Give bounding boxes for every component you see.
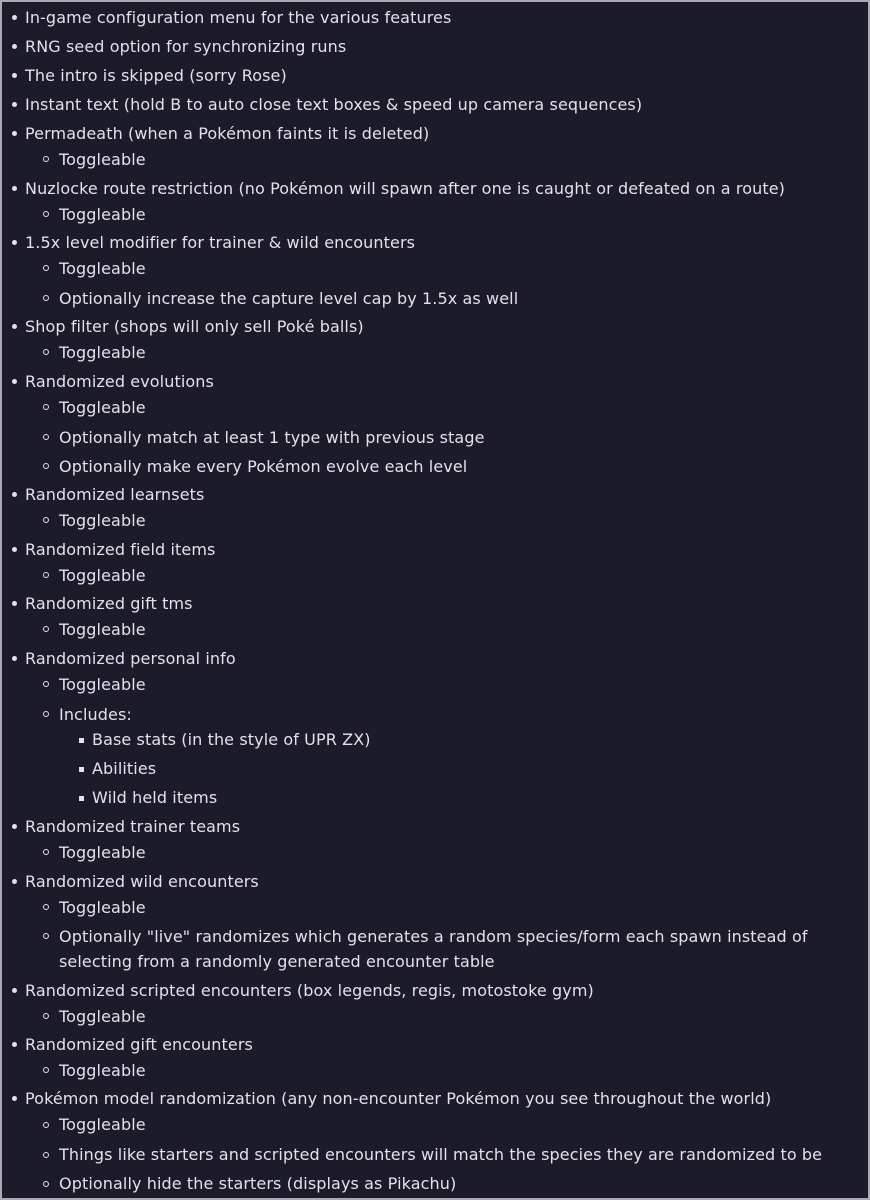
feature-item: In-game configuration menu for the various features [25,8,452,27]
bullet-circle-icon [43,711,49,717]
bullet-circle-icon [43,349,49,355]
bullet-circle-icon [43,265,49,271]
bullet-square-icon [79,767,84,772]
feature-item: Randomized scripted encounters (box legends, regis, motostoke gym) [25,981,594,1000]
bullet-disc-icon [12,1042,17,1047]
feature-subsubitem: Base stats (in the style of UPR ZX) [92,730,371,749]
feature-item: 1.5x level modifier for trainer & wild encounters [25,233,416,252]
bullet-circle-icon [43,626,49,632]
feature-item: Instant text (hold B to auto close text boxes & speed up camera sequences) [25,95,643,114]
feature-subitem: Toggleable [59,205,146,224]
feature-item: Randomized personal info [25,649,236,668]
feature-item: Shop filter (shops will only sell Poké balls) [25,317,364,336]
feature-subitem: Optionally match at least 1 type with previous stage [59,428,485,447]
feature-subitem: Optionally hide the starters (displays as Pikachu) [59,1174,457,1193]
bullet-circle-icon [43,1067,49,1073]
feature-subitem: Toggleable [59,1061,146,1080]
feature-item: Randomized gift encounters [25,1035,253,1054]
feature-item: Randomized trainer teams [25,817,241,836]
bullet-disc-icon [12,324,17,329]
feature-subitem: Toggleable [59,843,146,862]
bullet-disc-icon [12,547,17,552]
bullet-disc-icon [12,240,17,245]
bullet-circle-icon [43,1152,49,1158]
bullet-circle-icon [43,904,49,910]
feature-subitem: Toggleable [59,150,146,169]
bullet-circle-icon [43,1013,49,1019]
feature-item: Randomized evolutions [25,372,214,391]
bullet-disc-icon [12,601,17,606]
bullet-circle-icon [43,404,49,410]
feature-subitem: Includes: [59,705,132,724]
feature-subitem: Toggleable [59,620,146,639]
bullet-circle-icon [43,156,49,162]
feature-item: Randomized gift tms [25,594,193,613]
bullet-disc-icon [12,879,17,884]
feature-subitem: Toggleable [59,259,146,278]
bullet-circle-icon [43,681,49,687]
bullet-disc-icon [12,131,17,136]
feature-subitem: Toggleable [59,1007,146,1026]
feature-subitem: Optionally increase the capture level cap by 1.5x as well [59,289,519,308]
feature-item: Randomized wild encounters [25,872,259,891]
bullet-circle-icon [43,434,49,440]
bullet-disc-icon [12,186,17,191]
feature-subitem: Things like starters and scripted encounters will match the species they are randomized to be [59,1145,823,1164]
bullet-disc-icon [12,379,17,384]
feature-subitem: Toggleable [59,1115,146,1134]
feature-subitem: Toggleable [59,343,146,362]
feature-subitem: Toggleable [59,566,146,585]
bullet-circle-icon [43,517,49,523]
feature-subitem: Optionally make every Pokémon evolve each level [59,457,468,476]
bullet-circle-icon [43,463,49,469]
bullet-circle-icon [43,1122,49,1128]
feature-subitem: Toggleable [59,398,146,417]
feature-item: RNG seed option for synchronizing runs [25,37,347,56]
feature-item: Permadeath (when a Pokémon faints it is deleted) [25,124,430,143]
feature-item: Randomized learnsets [25,485,205,504]
bullet-circle-icon [43,295,49,301]
bullet-disc-icon [12,1096,17,1101]
bullet-circle-icon [43,933,49,939]
feature-item: Randomized field items [25,540,216,559]
bullet-disc-icon [12,73,17,78]
feature-item: Pokémon model randomization (any non-encounter Pokémon you see throughout the world) [25,1089,772,1108]
feature-subitem: Optionally "live" randomizes which generates a random species/form each spawn instead of selecting from a randomly generated encounter table [59,927,808,971]
bullet-disc-icon [12,15,17,20]
feature-subsubitem: Abilities [92,759,157,778]
bullet-square-icon [79,796,84,801]
bullet-disc-icon [12,44,17,49]
feature-subitem: Toggleable [59,511,146,530]
bullet-circle-icon [43,211,49,217]
feature-item: The intro is skipped (sorry Rose) [25,66,287,85]
bullet-disc-icon [12,824,17,829]
feature-subitem: Toggleable [59,898,146,917]
bullet-circle-icon [43,572,49,578]
feature-subsubitem: Wild held items [92,788,218,807]
bullet-disc-icon [12,492,17,497]
bullet-circle-icon [43,1181,49,1187]
bullet-disc-icon [12,988,17,993]
bullet-disc-icon [12,656,17,661]
feature-item: Nuzlocke route restriction (no Pokémon will spawn after one is caught or defeated on a route) [25,179,786,198]
bullet-square-icon [79,738,84,743]
feature-subitem: Toggleable [59,675,146,694]
bullet-disc-icon [12,102,17,107]
bullet-circle-icon [43,849,49,855]
